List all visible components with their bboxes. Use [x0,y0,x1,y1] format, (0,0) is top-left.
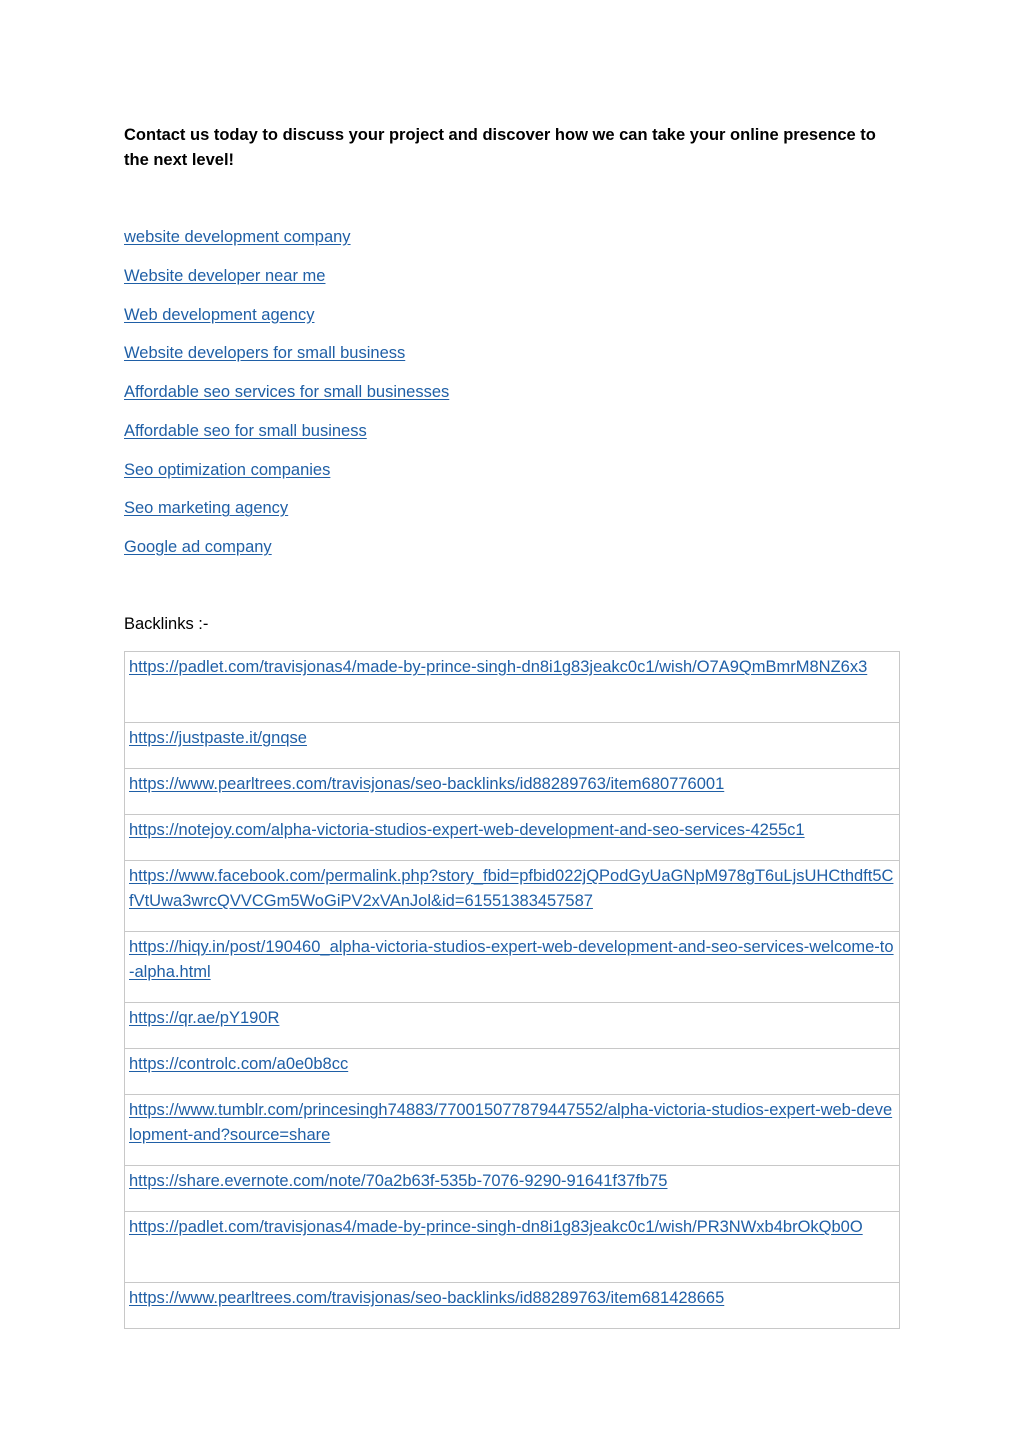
backlink-link[interactable]: https://qr.ae/pY190R [129,1009,280,1027]
table-row [125,1095,900,1166]
list-item [124,381,449,420]
list-item [124,536,449,575]
backlink-link[interactable]: https://hiqy.in/post/190460_alpha-victoria-studios-expert-web-development-and-seo-services-welcome-to-alpha.html [129,938,894,981]
table-cell [125,1049,900,1095]
backlink-link[interactable]: https://www.pearltrees.com/travisjonas/seo-backlinks/id88289763/item680776001 [129,775,725,793]
document-page [124,123,900,1307]
backlink-link[interactable]: https://www.facebook.com/permalink.php?story_fbid=pfbid022jQPodGyUaGNpM978gT6uLjsUHCthdft5CfVtUwa3wrcQVVCGm5WoGiPV2xVAnJol&id=61551383457587 [129,867,894,910]
table-row [125,652,900,723]
table-row [125,769,900,815]
table-row [125,723,900,769]
list-item [124,497,449,536]
backlinks-table [124,651,900,1329]
table-cell [125,1166,900,1212]
link-website-developers-small-business[interactable]: Website developers for small business [124,344,406,363]
table-cell [125,1095,900,1166]
list-item [124,304,449,343]
backlink-link[interactable]: https://padlet.com/travisjonas4/made-by-prince-singh-dn8i1g83jeakc0c1/wish/PR3NWxb4brOkQb0O [129,1218,863,1236]
backlink-link[interactable]: https://controlc.com/a0e0b8cc [129,1055,349,1073]
table-row [125,1049,900,1095]
intro-paragraph: Contact us today to discuss your project and discover how we can take your online presence to the next level! [124,126,876,169]
link-affordable-seo-small-business[interactable]: Affordable seo for small business [124,421,367,440]
table-row [125,932,900,1003]
link-seo-marketing-agency[interactable]: Seo marketing agency [124,499,289,518]
table-cell [125,1003,900,1049]
backlink-link[interactable]: https://share.evernote.com/note/70a2b63f-535b-7076-9290-91641f37fb75 [129,1172,668,1190]
table-cell [125,1212,900,1283]
link-seo-optimization-companies[interactable]: Seo optimization companies [124,460,331,479]
list-item [124,342,449,381]
table-cell [125,723,900,769]
table-row [125,1283,900,1329]
backlink-link[interactable]: https://www.tumblr.com/princesingh74883/770015077879447552/alpha-victoria-studios-expert-web-development-and?source=share [129,1101,893,1144]
link-web-development-agency[interactable]: Web development agency [124,305,315,324]
table-cell [125,932,900,1003]
list-item [124,265,449,304]
link-website-development-company[interactable]: website development company [124,228,351,246]
backlink-link[interactable]: https://justpaste.it/gnqse [129,729,307,747]
link-google-ad-company[interactable]: Google ad company [124,538,272,556]
list-item [124,226,449,265]
table-row [125,815,900,861]
backlink-link[interactable]: https://notejoy.com/alpha-victoria-studios-expert-web-development-and-seo-services-4255c1 [129,821,805,839]
table-cell [125,769,900,815]
table-row [125,1166,900,1212]
table-cell [125,1283,900,1329]
list-item [124,420,449,459]
link-website-developer-near-me[interactable]: Website developer near me [124,266,326,285]
table-row [125,1003,900,1049]
table-row [125,1212,900,1283]
backlink-link[interactable]: https://padlet.com/travisjonas4/made-by-prince-singh-dn8i1g83jeakc0c1/wish/O7A9QmBmrM8NZ6x3 [129,658,868,676]
backlinks-heading: Backlinks :- [124,615,209,633]
list-item [124,459,449,498]
link-affordable-seo-services[interactable]: Affordable seo services for small businesses [124,383,450,401]
table-cell [125,861,900,932]
table-row [125,861,900,932]
table-cell [125,652,900,723]
table-cell [125,815,900,861]
service-links-list [124,226,449,575]
backlink-link[interactable]: https://www.pearltrees.com/travisjonas/seo-backlinks/id88289763/item681428665 [129,1289,725,1307]
